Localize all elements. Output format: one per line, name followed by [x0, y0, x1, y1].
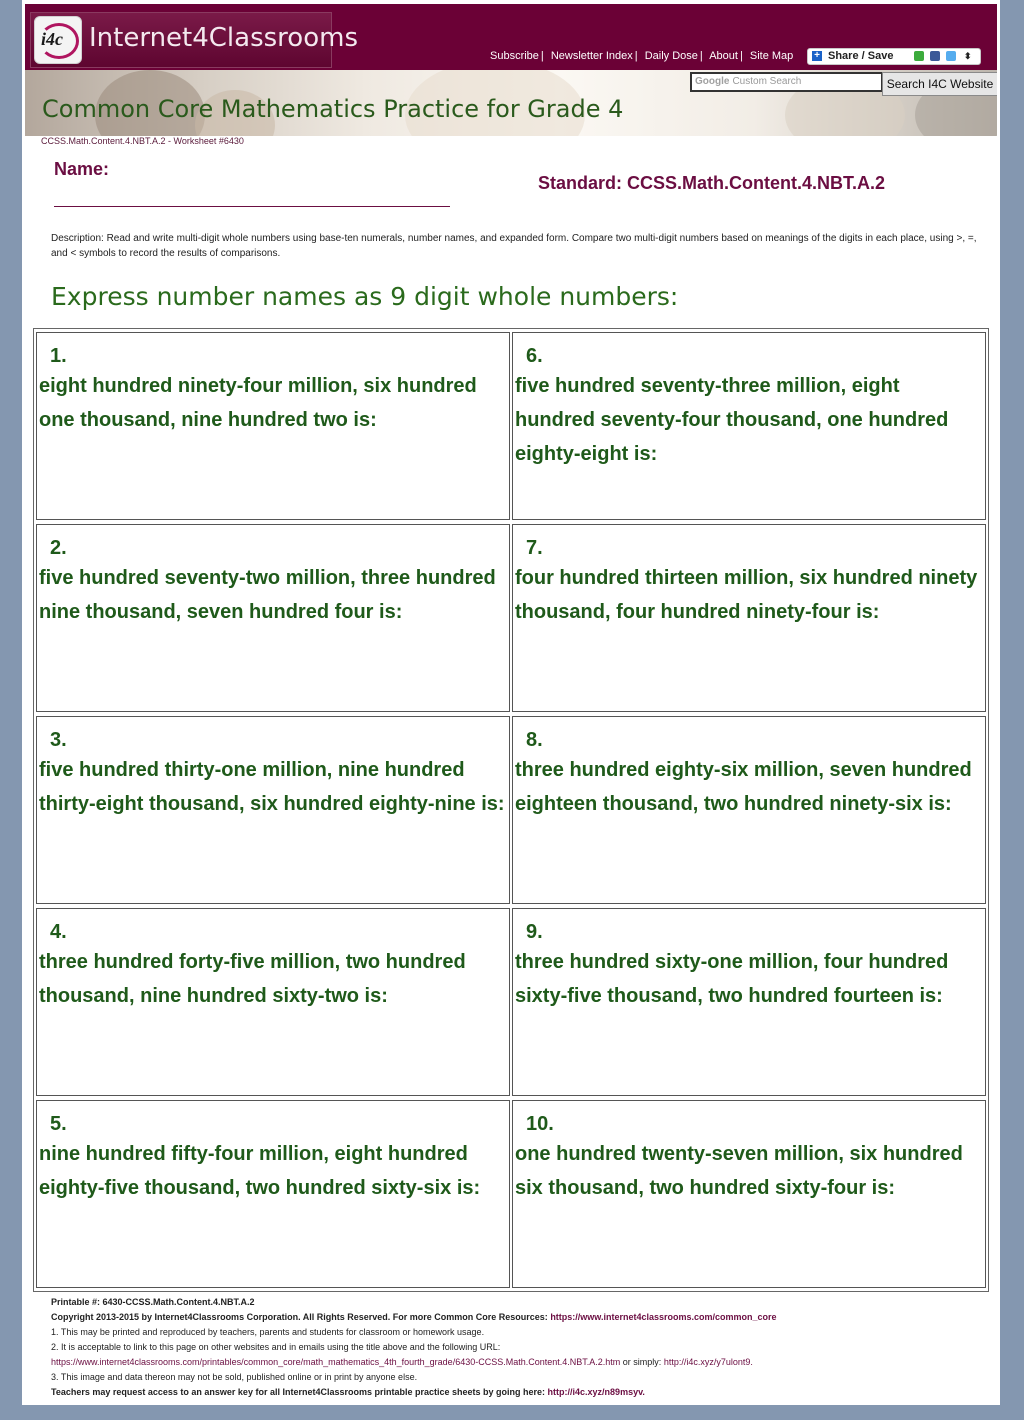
question-cell [36, 908, 510, 1096]
question-text: four hundred thirteen million, six hundred ninety thousand, four hundred ninety-four is: [515, 567, 978, 623]
question-cell [512, 716, 986, 904]
updown-arrow-icon: ⬍ [964, 51, 972, 61]
site-logo[interactable] [30, 12, 358, 68]
copyright-line: Copyright 2013-2015 by Internet4Classrooms Corporation. All Rights Reserved. For more Common Core Resources: https://www.internet4classrooms.com/common_core [51, 1312, 777, 1322]
google-logo: Google [695, 76, 730, 87]
worksheet-page [22, 0, 1000, 1405]
twitter-icon [946, 51, 956, 61]
share-save-button[interactable]: + Share / Save ⬍ [807, 48, 981, 65]
standard-description: Description: Read and write multi-digit whole numbers using base-ten numerals, number names, and expanded form. Compare two multi-digit numbers based on meanings of the digits in each place, using >, =, and < symbols to record the results of comparisons. [51, 233, 977, 259]
question-text: five hundred seventy-three million, eight hundred seventy-four thousand, one hundred eighty-eight is: [515, 375, 949, 465]
top-nav: Subscribe | Newsletter Index | Daily Dose | About | Site Map [490, 50, 794, 62]
question-number: 7. [526, 537, 543, 559]
printable-number: Printable #: 6430-CCSS.Math.Content.4.NBT.A.2 [51, 1297, 255, 1307]
footer-note-1: 1. This may be printed and reproduced by teachers, parents and students for classroom or homework usage. [51, 1327, 485, 1337]
answer-key-link[interactable]: http://i4c.xyz/n89msyv. [547, 1387, 645, 1397]
site-search-input[interactable]: Google Custom Search [690, 72, 883, 92]
question-number: 3. [50, 729, 67, 751]
breadcrumb[interactable]: CCSS.Math.Content.4.NBT.A.2 - Worksheet #6430 [41, 136, 244, 146]
question-text: three hundred sixty-one million, four hundred sixty-five thousand, two hundred fourteen is: [515, 951, 949, 1007]
worksheet-footer [51, 1295, 996, 1400]
question-number: 4. [50, 921, 67, 943]
question-number: 8. [526, 729, 543, 751]
footer-note-3: 3. This image and data thereon may not be sold, published online or in print by anyone else. [51, 1372, 418, 1382]
plus-icon: + [812, 51, 822, 61]
question-cell [36, 332, 510, 520]
question-text: three hundred forty-five million, two hundred thousand, nine hundred sixty-two is: [39, 951, 466, 1007]
url-line: https://www.internet4classrooms.com/printables/common_core/math_mathematics_4th_fourth_grade/6430-CCSS.Math.Content.4.NBT.A.2.htm or simply: http://i4c.xyz/y7ulont9. [51, 1357, 753, 1367]
logo-wordmark: Internet4Classrooms [89, 23, 358, 53]
question-number: 2. [50, 537, 67, 559]
about-link[interactable]: About [709, 50, 738, 62]
question-cell [512, 1100, 986, 1288]
question-number: 5. [50, 1113, 67, 1135]
search-button[interactable]: Search I4C Website [882, 72, 997, 96]
question-number: 9. [526, 921, 543, 943]
page-title: Common Core Mathematics Practice for Grade 4 [42, 95, 624, 123]
facebook-icon [930, 51, 940, 61]
newsletter-index-link[interactable]: Newsletter Index [550, 50, 633, 62]
worksheet-url-link[interactable]: https://www.internet4classrooms.com/printables/common_core/math_mathematics_4th_fourth_grade/6430-CCSS.Math.Content.4.NBT.A.2.htm [51, 1357, 621, 1367]
question-cell [512, 332, 986, 520]
answer-key-line: Teachers may request access to an answer key for all Internet4Classrooms printable practice sheets by going here: http://i4c.xyz/n89msyv. [51, 1387, 645, 1397]
site-map-link[interactable]: Site Map [749, 50, 794, 62]
name-label: Name: [54, 159, 110, 179]
question-cell [512, 524, 986, 712]
question-text: eight hundred ninety-four million, six hundred one thousand, nine hundred two is: [39, 375, 477, 431]
question-cell [36, 524, 510, 712]
short-url-link[interactable]: http://i4c.xyz/y7ulont9. [663, 1357, 753, 1367]
subscribe-link[interactable]: Subscribe [490, 50, 539, 62]
question-text: nine hundred fifty-four million, eight hundred eighty-five thousand, two hundred sixty-six is: [39, 1143, 481, 1199]
site-header [25, 4, 997, 70]
hero-banner [25, 70, 997, 136]
question-text: five hundred thirty-one million, nine hundred thirty-eight thousand, six hundred eighty-nine is: [39, 759, 505, 815]
instructions-heading: Express number names as 9 digit whole numbers: [51, 282, 679, 311]
question-text: five hundred seventy-two million, three hundred nine thousand, seven hundred four is: [39, 567, 496, 623]
daily-dose-link[interactable]: Daily Dose [644, 50, 698, 62]
i4c-logo-icon: i4c [34, 16, 82, 64]
standard-label: Standard: CCSS.Math.Content.4.NBT.A.2 [538, 173, 886, 193]
question-number: 6. [526, 345, 543, 367]
question-text: three hundred eighty-six million, seven hundred eighteen thousand, two hundred ninety-six is: [515, 759, 972, 815]
name-blank-line [54, 206, 450, 207]
common-core-link[interactable]: https://www.internet4classrooms.com/common_core [550, 1312, 777, 1322]
question-number: 1. [50, 345, 67, 367]
question-cell [36, 716, 510, 904]
question-cell [512, 908, 986, 1096]
question-grid [33, 328, 989, 1292]
question-cell [36, 1100, 510, 1288]
footer-note-2: 2. It is acceptable to link to this page on other websites and in emails using the title above and the following URL: [51, 1342, 501, 1352]
question-number: 10. [526, 1113, 554, 1135]
share-green-icon [914, 51, 924, 61]
question-text: one hundred twenty-seven million, six hundred six thousand, two hundred sixty-four is: [515, 1143, 963, 1199]
